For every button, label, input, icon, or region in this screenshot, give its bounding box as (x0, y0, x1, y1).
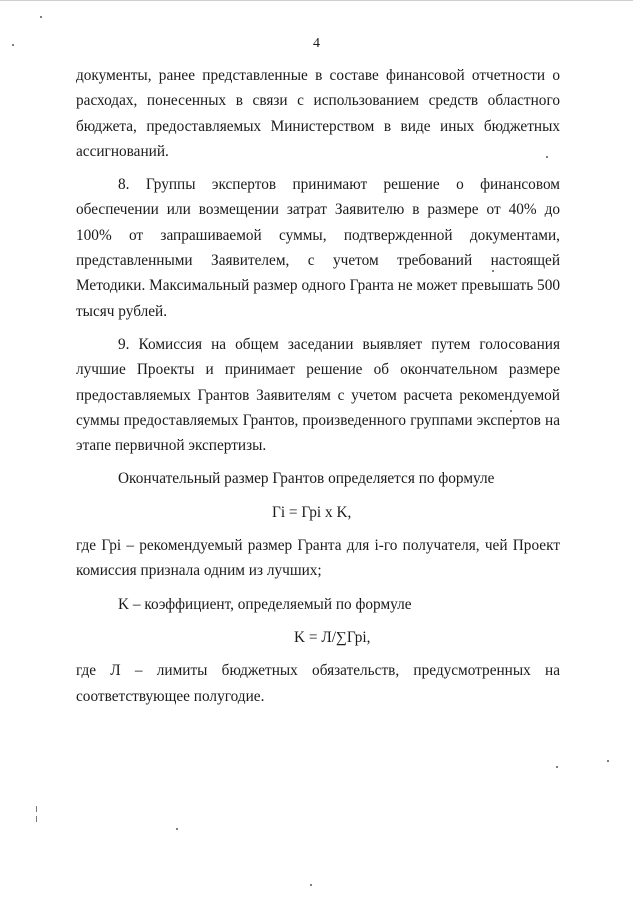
paragraph-limits-definition: где Л – лимиты бюджетных обязательств, предусмотренных на соответствующее полугодие. (76, 662, 560, 705)
scan-speck (492, 270, 494, 272)
scan-speck (36, 816, 37, 822)
formula-coefficient: K = Л/∑Грi, (294, 628, 371, 646)
scan-speck (12, 44, 14, 46)
scan-speck (36, 806, 37, 812)
paragraph-coefficient-intro: K – коэффициент, определяемый по формуле (118, 595, 412, 613)
paragraph-continuation: документы, ранее представленные в составе финансовой отчетности о расходах, понесенных в связи с использованием средств областного бюджета, предоставляемых Министерством в виде иных бюджетных ассигнований. (76, 67, 560, 160)
paragraph-item-8: 8. Группы экспертов принимают решение о финансовом обеспечении или возмещении затрат Заявителю в размере от 40% до 100% от запрашиваемой суммы, подтвержденной документами, представленными Заявителем, с учетом требований настоящей Методики. Максимальный размер одного Гранта не может превышать 500 тысяч рублей. (76, 176, 560, 320)
page-number: 4 (313, 36, 320, 51)
scan-speck (310, 884, 312, 886)
scan-speck (176, 828, 178, 830)
scan-speck (510, 410, 512, 412)
paragraph-formula-legend: где Грi – рекомендуемый размер Гранта для i-го получателя, чей Проект комиссия признала одним из лучших; (76, 537, 560, 580)
scan-speck (40, 16, 42, 18)
paragraph-item-9: 9. Комиссия на общем заседании выявляет путем голосования лучшие Проекты и принимает решение об окончательном размере предоставляемых Грантов Заявителям с учетом расчета рекомендуемой суммы предоставляемых Грантов, произведенного группами экспертов на этапе первичной экспертизы. (76, 335, 560, 455)
formula-final-grant: Гi = Грi x K, (272, 503, 352, 521)
paragraph-formula-intro: Окончательный размер Грантов определяется по формуле (118, 470, 495, 488)
document-body (76, 63, 560, 709)
scan-speck (546, 156, 548, 158)
scan-speck (607, 760, 609, 762)
scan-top-edge (0, 0, 633, 1)
scan-speck (556, 766, 558, 768)
